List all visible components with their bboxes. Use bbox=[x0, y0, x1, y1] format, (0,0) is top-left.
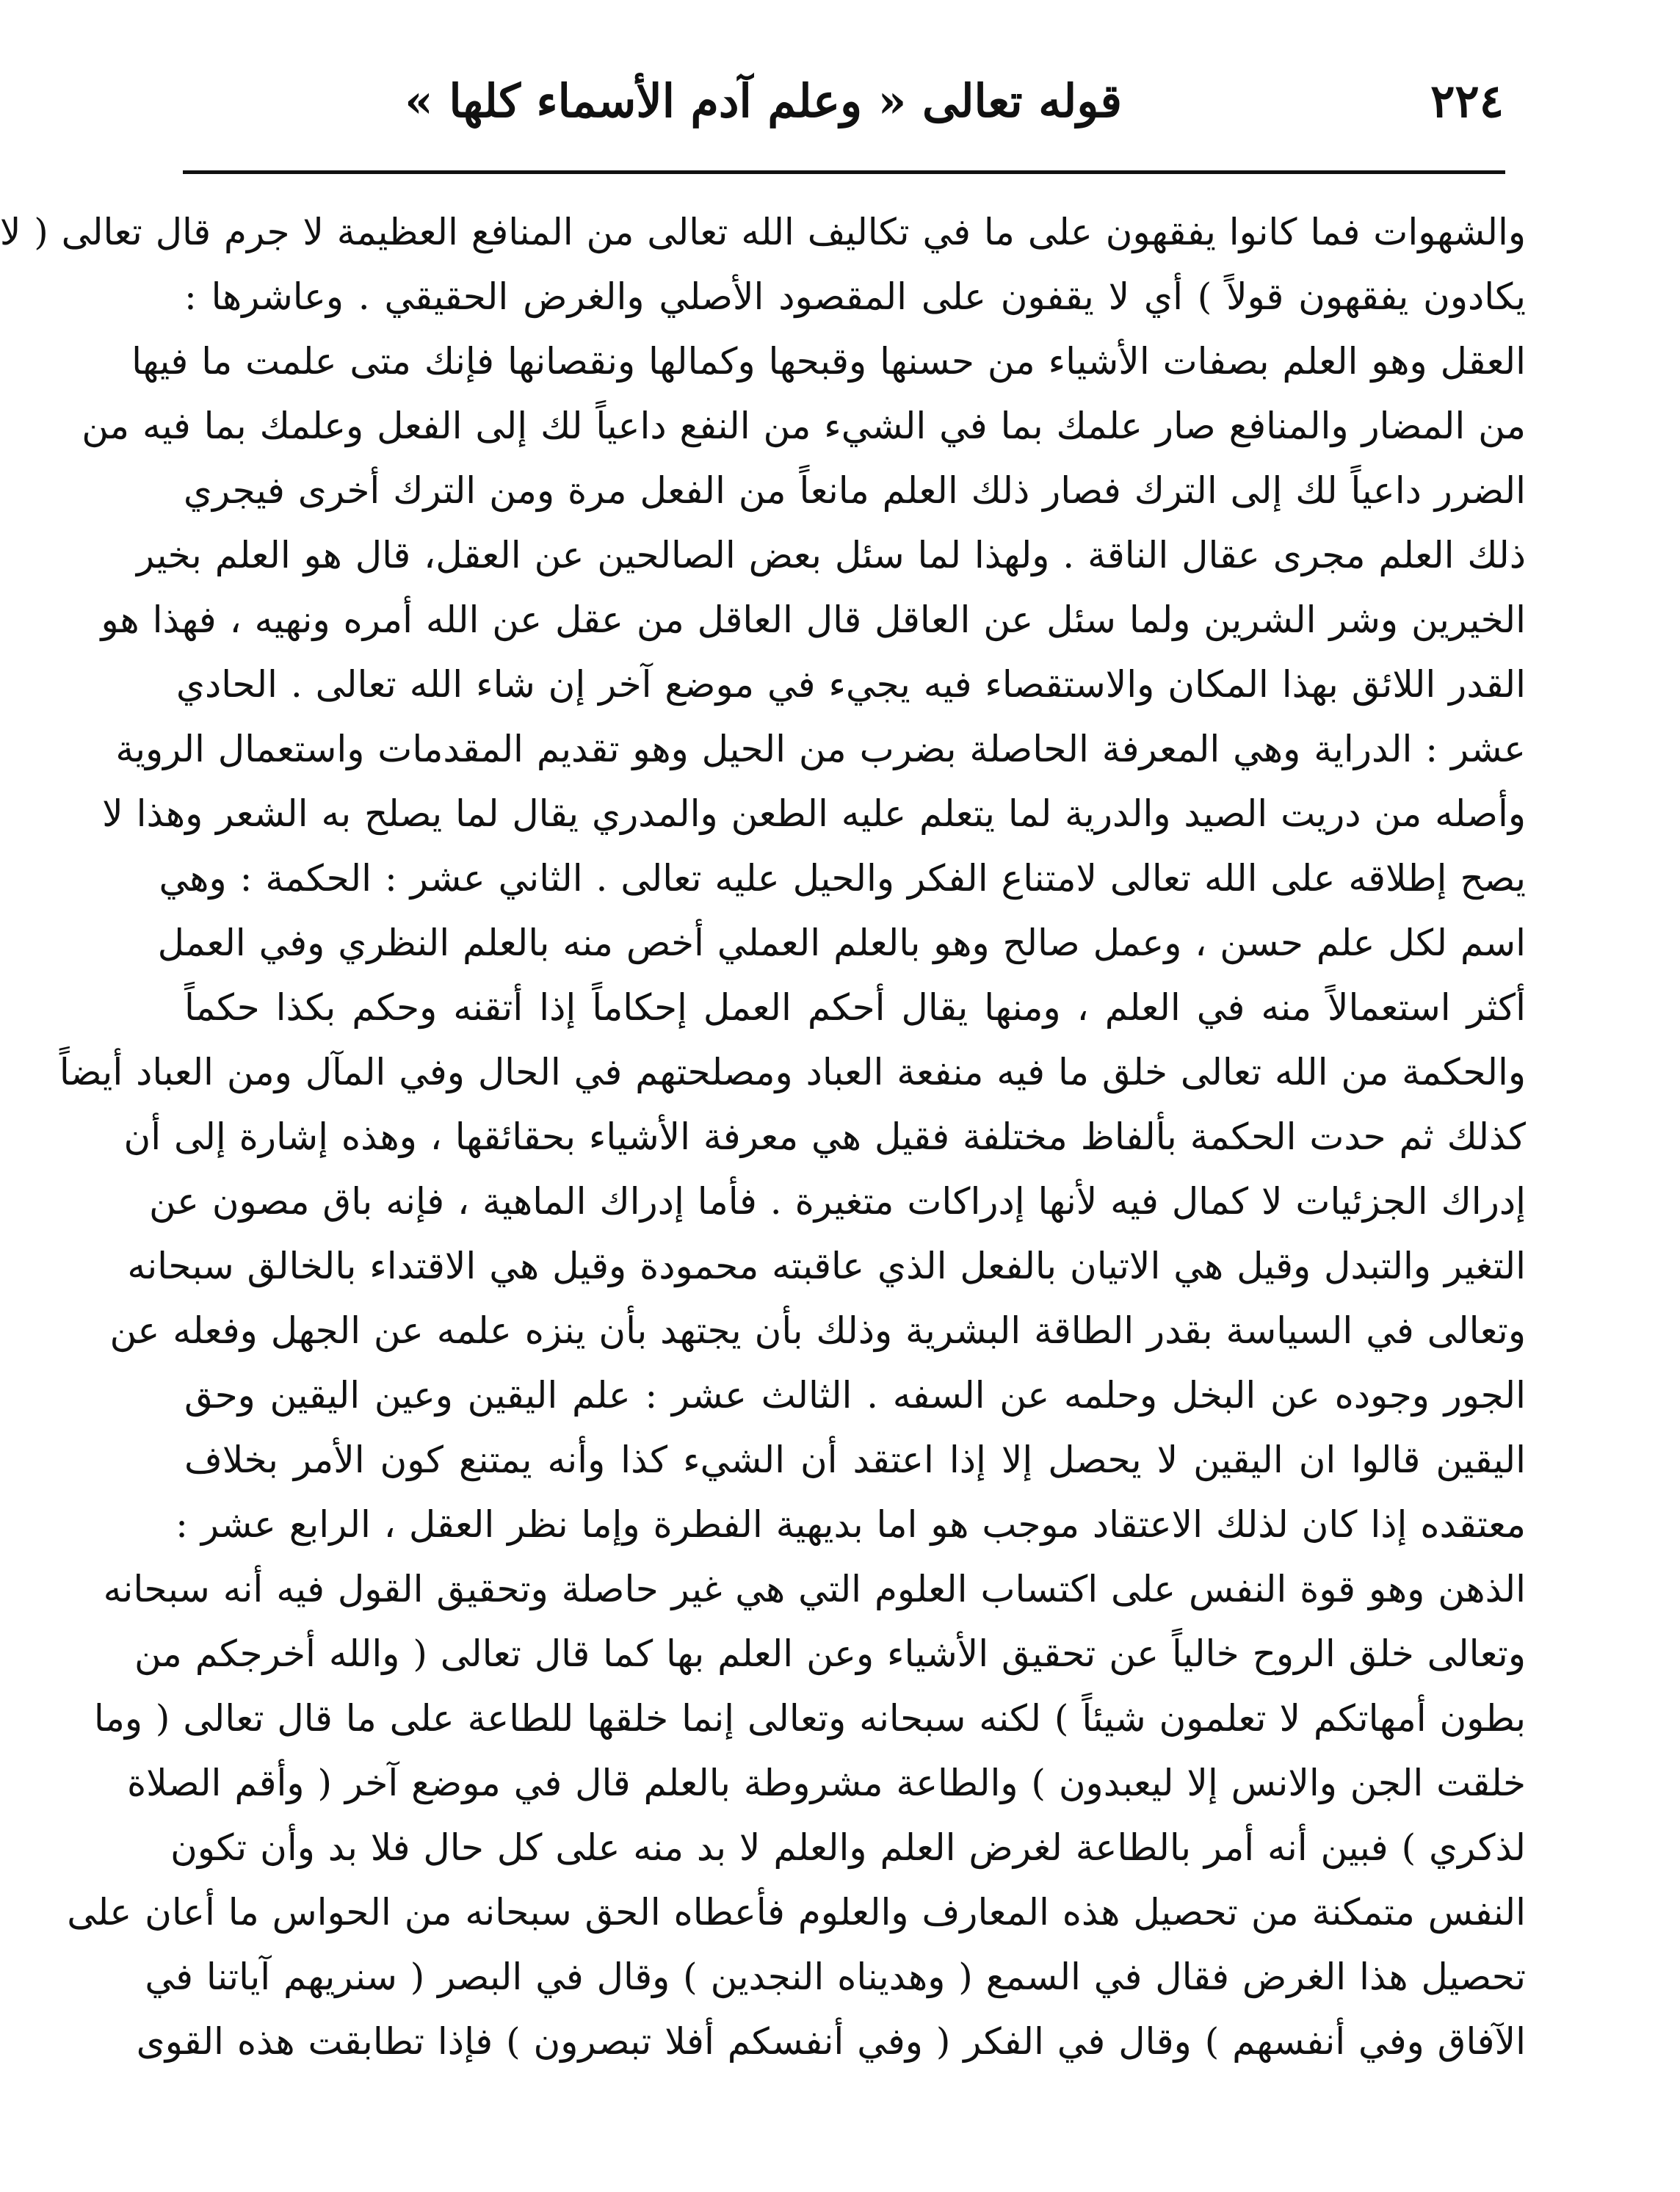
text-line: النفس متمكنة من تحصيل هذه المعارف والعلوم فأعطاه الحق سبحانه من الحواس ما أعان على bbox=[67, 1891, 1526, 1934]
text-line: بطون أمهاتكم لا تعلمون شيئاً ) لكنه سبحانه وتعالى إنما خلقها للطاعة على ما قال تعالى ( وما bbox=[93, 1697, 1526, 1740]
text-line: العقل وهو العلم بصفات الأشياء من حسنها وقبحها وكمالها ونقصانها فإنك متى علمت ما فيها bbox=[131, 340, 1526, 383]
text-line: اسم لكل علم حسن ، وعمل صالح وهو بالعلم العملي أخص منه بالعلم النظري وفي العمل bbox=[157, 922, 1526, 964]
text-line: القدر اللائق بهذا المكان والاستقصاء فيه يجيء في موضع آخر إن شاء الله تعالى . الحادي bbox=[175, 663, 1526, 706]
text-line: معتقده إذا كان لذلك الاعتقاد موجب هو اما بديهية الفطرة وإما نظر العقل ، الرابع عشر : bbox=[175, 1503, 1526, 1546]
text-line: خلقت الجن والانس إلا ليعبدون ) والطاعة مشروطة بالعلم قال في موضع آخر ( وأقم الصلاة bbox=[126, 1762, 1526, 1804]
text-line: التغير والتبدل وقيل هي الاتيان بالفعل الذي عاقبته محمودة وقيل هي الاقتداء بالخالق سبحانه bbox=[127, 1245, 1526, 1287]
text-line: الخيرين وشر الشرين ولما سئل عن العاقل قال العاقل من عقل عن الله أمره ونهيه ، فهذا هو bbox=[101, 598, 1526, 641]
page-number: ٢٢٤ bbox=[1430, 74, 1504, 128]
text-line: يكادون يفقهون قولاً ) أي لا يقفون على المقصود الأصلي والغرض الحقيقي . وعاشرها : bbox=[184, 275, 1526, 318]
header-rule bbox=[183, 170, 1505, 174]
text-line: عشر : الدراية وهي المعرفة الحاصلة بضرب من الحيل وهو تقديم المقدمات واستعمال الروية bbox=[115, 728, 1526, 770]
text-line: وأصله من دريت الصيد والدرية لما يتعلم عليه الطعن والمدري يقال لما يصلح به الشعر وهذا لا bbox=[102, 792, 1526, 835]
running-title: قوله تعالى « وعلم آدم الأسماء كلها » bbox=[405, 74, 1122, 128]
text-line: ذلك العلم مجرى عقال الناقة . ولهذا لما سئل بعض الصالحين عن العقل، قال هو العلم بخير bbox=[136, 534, 1526, 576]
text-line: والحكمة من الله تعالى خلق ما فيه منفعة العباد ومصلحتهم في الحال وفي المآل ومن العباد أيضاً bbox=[59, 1051, 1526, 1093]
text-line: وتعالى في السياسة بقدر الطاقة البشرية وذلك بأن يجتهد بأن ينزه علمه عن الجهل وفعله عن bbox=[109, 1309, 1526, 1352]
text-line: أكثر استعمالاً منه في العلم ، ومنها يقال أحكم العمل إحكاماً إذا أتقنه وحكم بكذا حكماً bbox=[184, 986, 1526, 1029]
text-line: الذهن وهو قوة النفس على اكتساب العلوم التي هي غير حاصلة وتحقيق القول فيه أنه سبحانه bbox=[103, 1568, 1526, 1610]
text-line: الجور وجوده عن البخل وحلمه عن السفه . الثالث عشر : علم اليقين وعين اليقين وحق bbox=[184, 1374, 1526, 1417]
text-line: الآفاق وفي أنفسهم ) وقال في الفكر ( وفي أنفسكم أفلا تبصرون ) فإذا تطابقت هذه القوى bbox=[136, 2020, 1526, 2063]
running-head bbox=[184, 65, 1504, 145]
text-line: وتعالى خلق الروح خالياً عن تحقيق الأشياء وعن العلم بها كما قال تعالى ( والله أخرجكم من bbox=[134, 1632, 1526, 1675]
text-line: تحصيل هذا الغرض فقال في السمع ( وهديناه النجدين ) وقال في البصر ( سنريهم آياتنا في bbox=[145, 1956, 1526, 1998]
text-line: إدراك الجزئيات لا كمال فيه لأنها إدراكات متغيرة . فأما إدراك الماهية ، فإنه باق مصون عن bbox=[149, 1180, 1526, 1223]
text-line: الضرر داعياً لك إلى الترك فصار ذلك العلم مانعاً من الفعل مرة ومن الترك أخرى فيجري bbox=[183, 469, 1526, 512]
body-text bbox=[0, 200, 1526, 2138]
text-line: يصح إطلاقه على الله تعالى لامتناع الفكر والحيل عليه تعالى . الثاني عشر : الحكمة : وهي bbox=[159, 857, 1526, 900]
text-line: كذلك ثم حدت الحكمة بألفاظ مختلفة فقيل هي معرفة الأشياء بحقائقها ، وهذه إشارة إلى أن bbox=[123, 1115, 1526, 1158]
text-line: والشهوات فما كانوا يفقهون على ما في تكاليف الله تعالى من المنافع العظيمة لا جرم قال تعالى ( لا bbox=[0, 211, 1526, 253]
text-line: اليقين قالوا ان اليقين لا يحصل إلا إذا اعتقد أن الشيء كذا وأنه يمتنع كون الأمر بخلاف bbox=[184, 1439, 1526, 1481]
text-line: من المضار والمنافع صار علمك بما في الشيء من النفع داعياً لك إلى الفعل وعلمك بما فيه من bbox=[82, 405, 1526, 447]
text-line: لذكري ) فبين أنه أمر بالطاعة لغرض العلم والعلم لا بد منه على كل حال فلا بد وأن تكون bbox=[170, 1826, 1526, 1869]
